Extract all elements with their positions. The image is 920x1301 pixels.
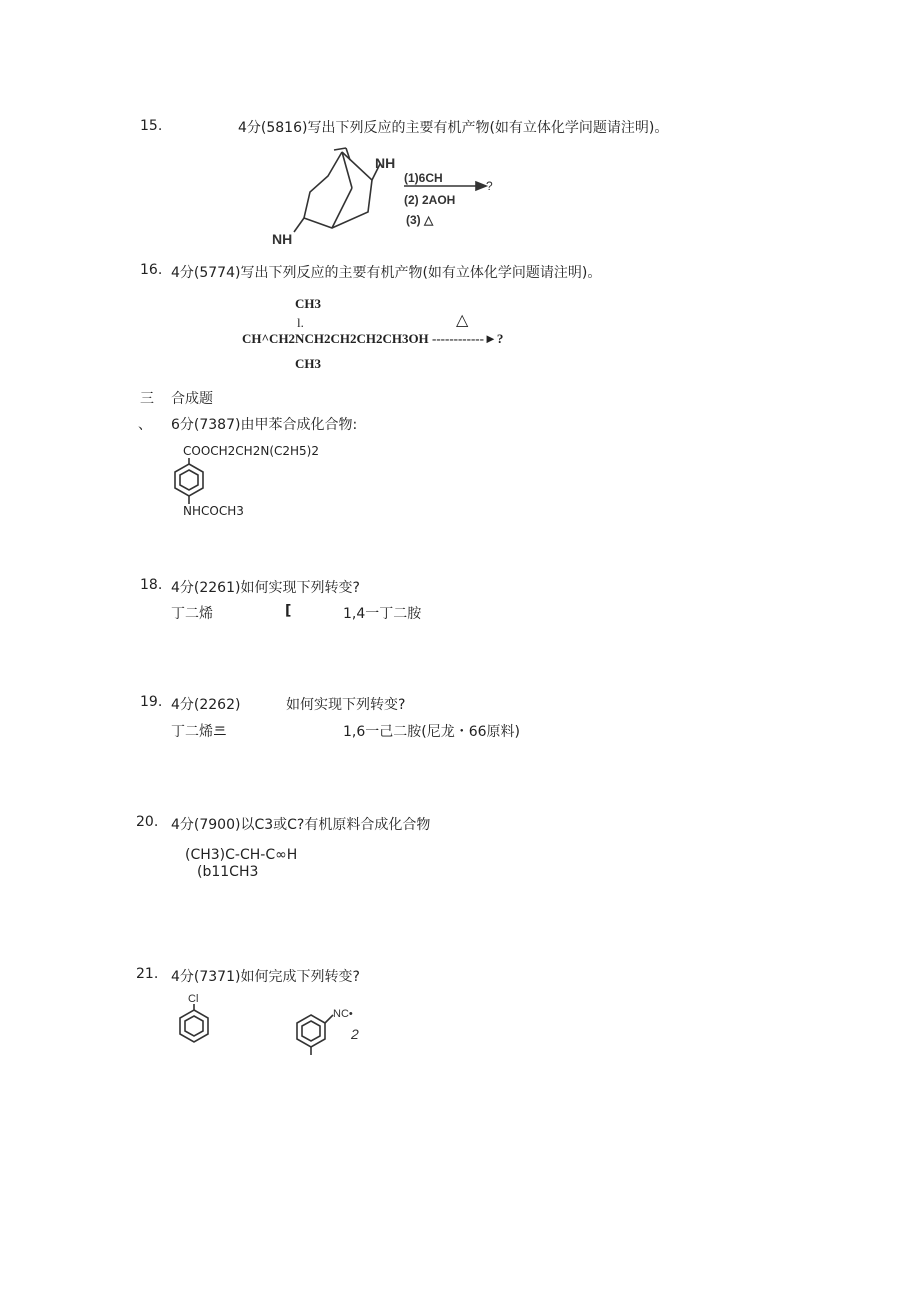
q15-number: 15.: [140, 118, 163, 134]
q19-title: 如何实现下列转变?: [286, 697, 406, 713]
reagent-step3: (3) △: [406, 213, 434, 227]
chlorobenzene-structure: [176, 990, 216, 1046]
q17-amide-label: NHCOCH3: [183, 504, 244, 518]
q16-reactant: CH^CH2NCH2CH2CH2CH3OH: [242, 331, 429, 346]
q18-title: 4分(2261)如何实现下列转变?: [171, 580, 360, 596]
nh-bottom-label: NH: [272, 231, 293, 247]
q18-mid: [: [285, 603, 292, 619]
q19-score: 4分(2262): [171, 697, 241, 713]
nh-top-label: NH: [375, 155, 396, 171]
q17-title: 6分(7387)由甲苯合成化合物:: [171, 417, 358, 433]
double-bond: [334, 148, 346, 150]
reagent-step1: (1)6CH: [404, 171, 443, 185]
q19-mid: =: [214, 721, 226, 737]
q21-number: 21.: [136, 966, 159, 982]
q15-question-mark: ?: [486, 179, 493, 193]
q20-formula-line2: (b11CH3: [197, 864, 259, 880]
q18-number: 18.: [140, 577, 163, 593]
bicyclic-diamine-structure: [272, 140, 510, 250]
q18-from: 丁二烯: [171, 606, 213, 622]
q20-formula-line1: (CH3)C-CH-C∞H: [185, 847, 298, 863]
q18-to: 1,4一丁二胺: [343, 606, 422, 622]
q16-number: 16.: [140, 262, 163, 278]
italic-2-label: 2: [351, 1026, 359, 1042]
section-title: 合成题: [171, 391, 213, 407]
nitro-label: NC•: [333, 1008, 353, 1020]
meta-substituted-benzene-structure: [295, 1005, 375, 1057]
q16-bond-mark: l.: [297, 315, 304, 330]
q16-delta: △: [456, 310, 469, 329]
bridge-bond-2: [332, 188, 352, 228]
q20-title: 4分(7900)以C3或C?有机原料合成化合物: [171, 817, 431, 833]
q16-ch3-top: CH3: [295, 296, 321, 311]
q17-ester-label: COOCH2CH2N(C2H5)2: [183, 444, 319, 458]
q16-ch3-bottom: CH3: [295, 356, 321, 371]
cl-label: Cl: [188, 993, 199, 1005]
nh-bond-bottom: [294, 218, 304, 232]
q19-from: 丁二烯: [171, 724, 213, 740]
benzene-ring-q17: [170, 458, 210, 504]
q16-title: 4分(5774)写出下列反应的主要有机产物(如有立体化学问题请注明)。: [171, 265, 602, 281]
q17-number: 、: [138, 417, 152, 433]
q20-number: 20.: [136, 814, 159, 830]
reaction-arrowhead: [476, 182, 486, 190]
q15-title: 4分(5816)写出下列反应的主要有机产物(如有立体化学问题请注明)。: [238, 120, 669, 136]
section-number: 三: [140, 391, 154, 407]
q19-number: 19.: [140, 694, 163, 710]
reagent-step2: (2) 2AOH: [404, 193, 456, 207]
q19-to: 1,6一己二胺(尼龙・66原料): [343, 724, 521, 740]
q16-arrow: ------------►?: [432, 331, 504, 346]
q21-title: 4分(7371)如何完成下列转变?: [171, 969, 360, 985]
